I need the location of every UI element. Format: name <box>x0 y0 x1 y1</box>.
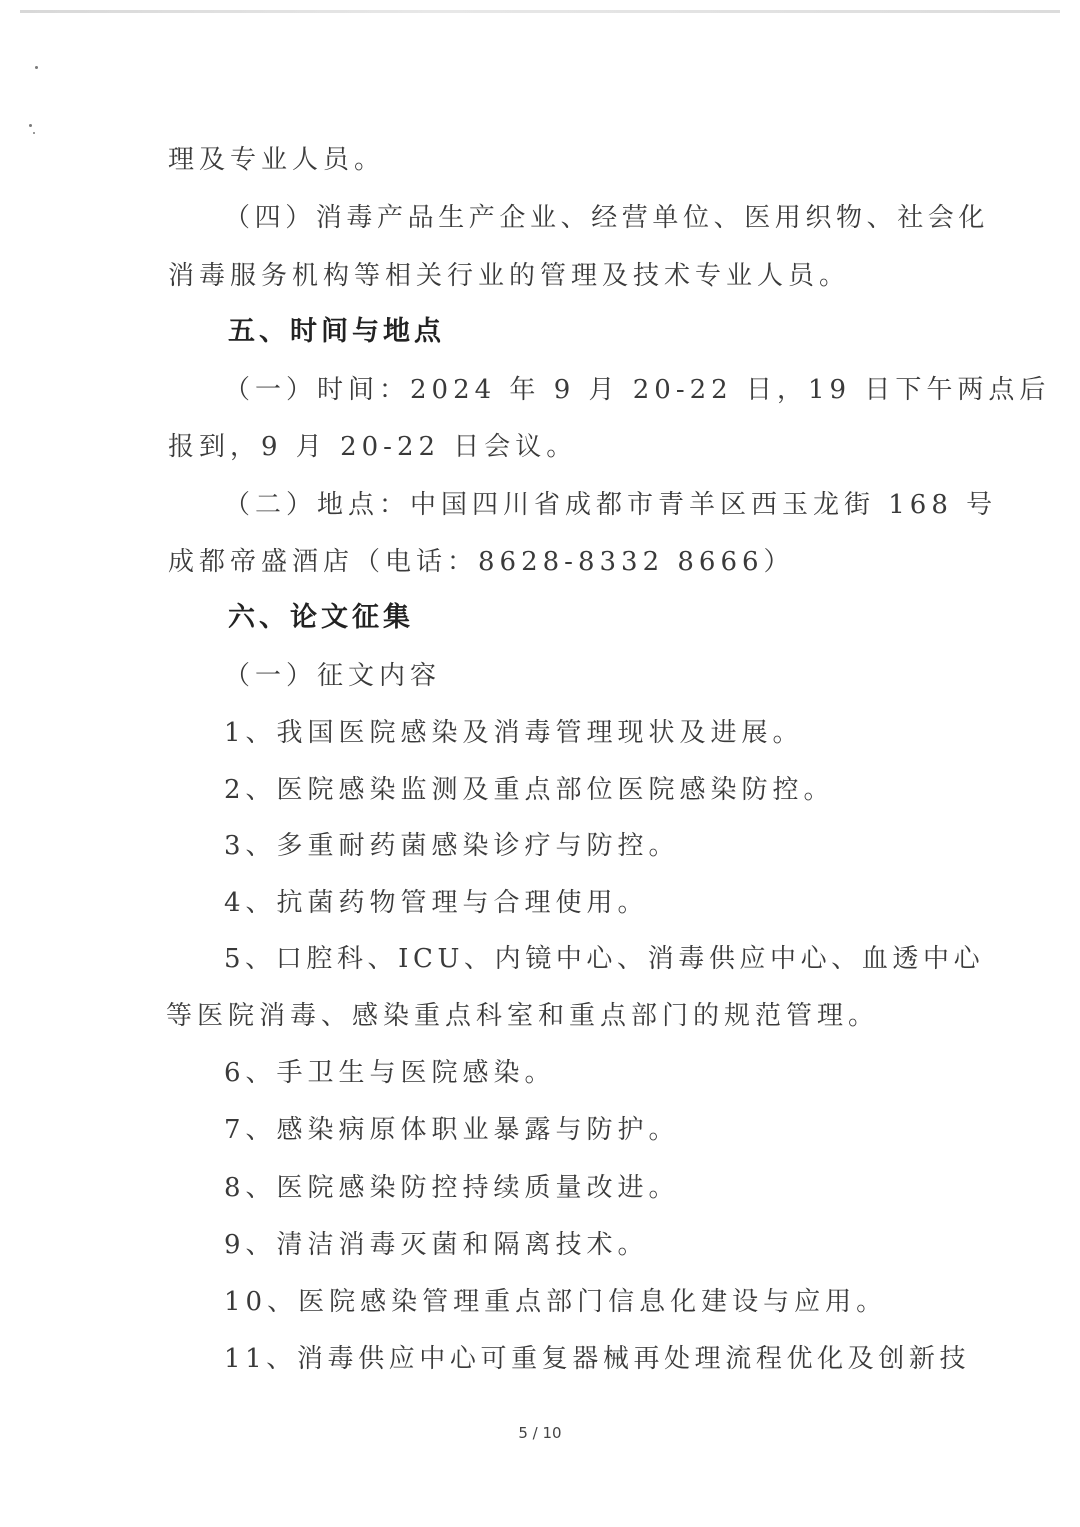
list-item-continuation: 等医院消毒、感染重点科室和重点部门的规范管理。 <box>166 1001 880 1031</box>
body-line: 报到，9 月 20-22 日会议。 <box>168 432 578 462</box>
subsection-heading: （一）征文内容 <box>224 661 442 691</box>
list-item: 4、抗菌药物管理与合理使用。 <box>224 888 649 918</box>
list-item: 6、手卫生与医院感染。 <box>224 1058 556 1088</box>
scan-speck <box>33 132 35 134</box>
scan-speck <box>29 124 32 127</box>
list-item: 2、医院感染监测及重点部位医院感染防控。 <box>224 775 835 805</box>
body-line: （四）消毒产品生产企业、经营单位、医用织物、社会化 <box>224 203 990 233</box>
list-item: 3、多重耐药菌感染诊疗与防控。 <box>224 831 680 861</box>
list-item: 11、消毒供应中心可重复器械再处理流程优化及创新技 <box>224 1344 971 1374</box>
body-line: 成都帝盛酒店（电话：8628-8332 8666） <box>168 547 795 577</box>
list-item: 10、医院感染管理重点部门信息化建设与应用。 <box>224 1287 888 1317</box>
body-line: 理及专业人员。 <box>168 145 386 175</box>
scan-speck <box>35 66 38 69</box>
list-item: 8、医院感染防控持续质量改进。 <box>224 1173 680 1203</box>
section-heading: 六、论文征集 <box>228 602 414 633</box>
scan-edge-shadow <box>20 10 1060 13</box>
list-item: 5、口腔科、ICU、内镜中心、消毒供应中心、血透中心 <box>224 944 985 974</box>
section-heading: 五、时间与地点 <box>228 316 445 347</box>
body-line: （二）地点：中国四川省成都市青羊区西玉龙街 168 号 <box>224 490 998 520</box>
page-number: 5 / 10 <box>518 1424 562 1442</box>
list-item: 1、我国医院感染及消毒管理现状及进展。 <box>224 718 804 748</box>
body-line: 消毒服务机构等相关行业的管理及技术专业人员。 <box>168 261 851 291</box>
body-line: （一）时间：2024 年 9 月 20-22 日，19 日下午两点后 <box>224 375 1051 405</box>
list-item: 7、感染病原体职业暴露与防护。 <box>224 1115 680 1145</box>
list-item: 9、清洁消毒灭菌和隔离技术。 <box>224 1230 649 1260</box>
